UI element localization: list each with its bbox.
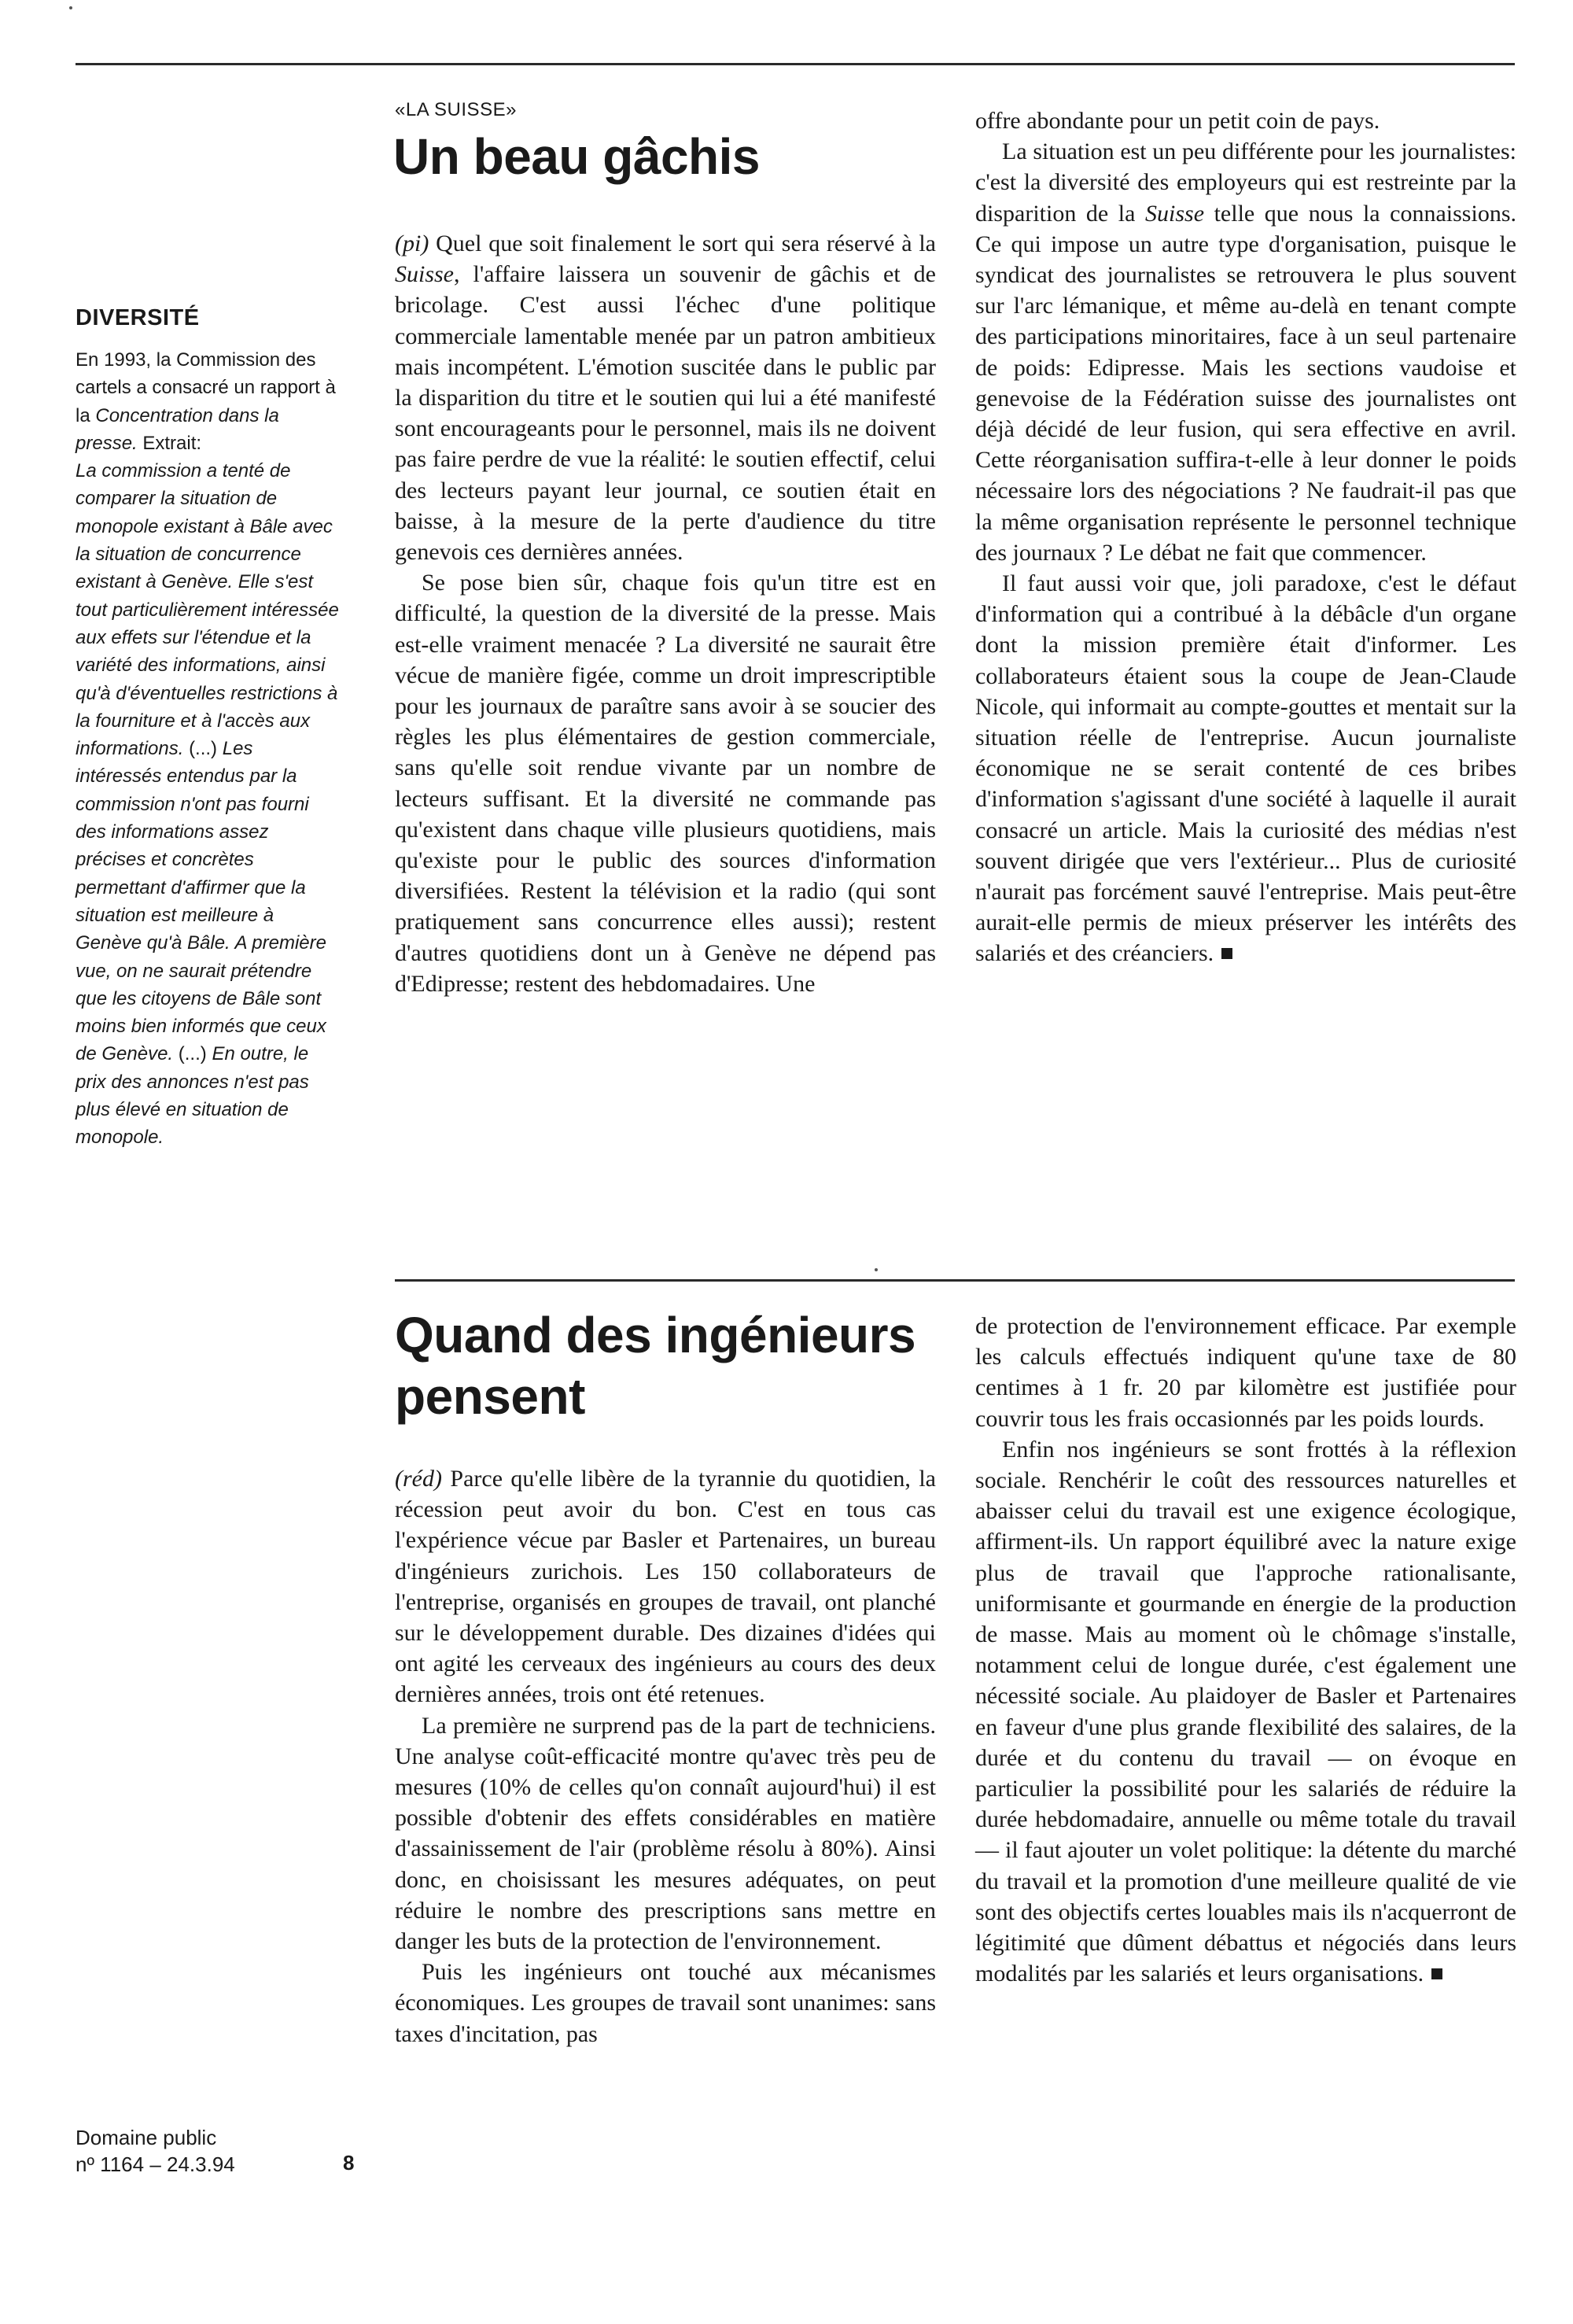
article2-column-1 (395, 1463, 936, 2049)
article2-paragraph (395, 1463, 936, 1710)
footer (76, 2124, 235, 2178)
article1-italic: Suisse (395, 261, 454, 288)
article1-text: telle que nous la connaissions. Ce qui impose un autre type d'organisation, puisque le syndicat des journalistes se retrouvera le plus souvent sur l'arc lémanique, et même au-delà en tenant compte des participations minoritaires, face à un seul partenaire de poids: Edipresse. Mais les sections vaudoise et genevoise de la Fédération suisse des journalistes ont déjà décidé de leur fusion, qui sera effective en avril. Cette réorganisation suffira-t-elle à leur donner le poids nécessaire lors des négociations ? Ne faudrait-il pas que la même organisation représente le personnel technique des journaux ? Le débat ne fait que commencer. (975, 200, 1516, 566)
sidebar-intro-text: En 1993, la Commission des cartels a consacré un rapport à la (76, 349, 336, 426)
article2-text: Parce qu'elle libère de la tyrannie du quotidien, la récession peut avoir du bon. C'est en tous cas l'expérience vécue par Basler et Partenaires, un bureau d'ingénieurs zurichois. Les 150 collaborateurs de l'entreprise, organisés en groupes de travail, ont planché sur le développement durable. Des dizaines d'idées qui ont agité les cerveaux des ingénieurs au cours des deux dernières années, trois ont été retenues. (395, 1466, 936, 1708)
scan-speck (69, 6, 72, 9)
article1-italic: Suisse (1145, 200, 1205, 227)
article1-paragraph (975, 136, 1516, 568)
article2-paragraph (975, 1434, 1516, 1990)
sidebar-ellipsis-2: (...) (178, 1043, 207, 1065)
page-number: 8 (343, 2151, 355, 2175)
scan-speck (875, 1268, 878, 1271)
article2-title (395, 1304, 915, 1427)
article1-paragraph: Se pose bien sûr, chaque fois qu'un titre est en difficulté, la question de la diversité de la presse. Mais est-elle vraiment menacée ? La diversité ne saurait être vécue de manière figée, comme un droit imprescriptible pour les journaux de paraître sans avoir à se soucier des règles les plus élémentaires de gestion commerciale, sans qu'elle soit rendue vivante par un nombre de lecteurs suffisant. Et la diversité ne commande pas qu'existent dans chaque ville plusieurs quotidiens, mais qu'existe pour le public des sources d'information diversifiées. Restent la télévision et la radio (qui sont pratiquement sans concurrence elles aussi); restent d'autres quotidiens dont un à Genève ne dépend pas d'Edipresse; restent des hebdomadaires. Une (395, 570, 936, 997)
article1-text: Quel que soit finalement le sort qui sera réservé à la (436, 231, 936, 256)
article1-author-tag: (pi) (395, 231, 429, 256)
sidebar-ellipsis-1: (...) (189, 738, 218, 760)
end-of-article-mark (1431, 1968, 1442, 1979)
article2-paragraph: La première ne surprend pas de la part de techniciens. Une analyse coût-efficacité montre qu'avec très peu de mesures (10% de celles qu'on connaît aujourd'hui) il est possible d'obtenir des effets considérables en matière d'assainissement de l'air (problème résolu à 80%). Ainsi donc, en choisissant les mesures adéquates, on peut réduire le nombre des prescriptions sans mettre en danger les buts de la protection de l'environnement. (395, 1712, 936, 1955)
publication-name: Domaine public (76, 2126, 217, 2149)
end-of-article-mark (1221, 948, 1232, 959)
sidebar-title: DIVERSITÉ (76, 305, 200, 330)
article2-author-tag: (réd) (395, 1466, 442, 1492)
sidebar-intro-end: Extrait: (142, 432, 202, 454)
issue-info: nº 1164 – 24.3.94 (76, 2152, 235, 2176)
article2-title-line1: Quand des ingénieurs (395, 1307, 916, 1363)
article1-text: La situation est un peu différente pour les journalistes: c'est la diversité des employeurs qui est restreinte par la disparition de la (975, 138, 1516, 227)
article2-text: Enfin nos ingénieurs se sont frottés à la réflexion sociale. Renchérir le coût des ressources naturelles et abaisser celui du travail est une exigence écologique, affirment-ils. Un rapport équilibré avec la nature exige plus de travail que l'approche rationalisante, uniformisante et gourmande en énergie de la production de masse. Mais au moment où le chômage s'installe, notamment celui de longue durée, c'est également une nécessité sociale. Au plaidoyer de Basler et Partenaires en faveur d'une plus grande flexibilité des salaires, de la durée et du contenu du travail — on évoque en particulier la possibilité pour les salariés de réduire la durée hebdomadaire, annuelle ou même totale du travail — il faut ajouter un volet politique: la détente du marché du travail et la promotion d'une meilleure qualité de vie sont des objectifs certes louables mais ils n'acquerront de légitimité que dûment débattus et négociés dans leurs modalités par les salariés et leurs organisations. (975, 1436, 1516, 1987)
article2-title-line2: pensent (395, 1368, 585, 1425)
article1-paragraph (395, 228, 936, 567)
section-rule (395, 1279, 1515, 1282)
sidebar-quote-part1: La commission a tenté de comparer la situation de monopole existant à Bâle avec la situation de concurrence existant à Genève. Elle s'est tout particulièrement intéressée aux effets sur l'étendue et la variété des informations, ainsi qu'à d'éventuelles restrictions à la fourniture et à l'accès aux informations. (76, 460, 339, 760)
article1-kicker: «LA SUISSE» (395, 99, 517, 120)
article1-text: Il faut aussi voir que, joli paradoxe, c'est le défaut d'information qui a contribué à la débâcle d'un organe dont la mission première était d'informer. Les collaborateurs étaient sous la coupe de Jean-Claude Nicole, qui informait au compte-gouttes et mentait sur la situation réelle de l'entreprise. Aucun journaliste économique ne se serait contenté de ces bribes d'information s'agissant d'une société à laquelle il aurait consacré un article. Mais la curiosité des médias n'est souvent dirigée que vers l'extérieur... Plus de curiosité n'aurait pas forcément sauvé l'entreprise. Mais peut-être aurait-elle permis de mieux préserver les intérêts des salariés et des créanciers. (975, 570, 1516, 967)
article1-column-2 (975, 105, 1516, 969)
article2-paragraph: Puis les ingénieurs ont touché aux mécanismes économiques. Les groupes de travail sont unanimes: sans taxes d'incitation, pas (395, 1959, 936, 2047)
sidebar-quote-part2: Les intéressés entendus par la commission n'ont pas fourni des informations assez précises et concrètes permettant d'affirmer que la situation est meilleure à Genève qu'à Bâle. A première vue, on ne saurait prétendre que les citoyens de Bâle sont moins bien informés que ceux de Genève. (76, 738, 326, 1065)
article2-column-2 (975, 1311, 1516, 1989)
article1-paragraph: offre abondante pour un petit coin de pays. (975, 108, 1380, 134)
article2-paragraph: de protection de l'environnement efficace. Par exemple les calculs effectués indiquent qu'une taxe de 80 centimes à 1 fr. 20 par kilomètre est justifiée pour couvrir tous les frais occasionnés par les poids lourds. (975, 1313, 1516, 1432)
sidebar-intro-italic: Concentration dans la presse. (76, 404, 279, 454)
article1-title: Un beau gâchis (393, 128, 760, 185)
article1-paragraph (975, 568, 1516, 969)
sidebar-quote-part3: En outre, le prix des annonces n'est pas plus élevé en situation de monopole. (76, 1043, 309, 1149)
sidebar-quote (76, 457, 343, 1151)
top-rule (76, 63, 1515, 65)
sidebar-intro (76, 346, 343, 457)
article1-column-1 (395, 228, 936, 999)
article1-text: , l'affaire laissera un souvenir de gâchis et de bricolage. C'est aussi l'échec d'une politique commerciale lamentable menée par un patron ambitieux mais incompétent. L'émotion suscitée dans le public par la disparition du titre et le soutien qui lui a été manifesté sont encourageants pour le personnel, mais ils ne doivent pas faire perdre de vue la réalité: le soutien effectif, celui des lecteurs payant leur journal, ce soutien était en baisse, à la mesure de la perte d'audience du titre genevois ces dernières années. (395, 261, 936, 566)
sidebar-box (76, 346, 343, 1152)
